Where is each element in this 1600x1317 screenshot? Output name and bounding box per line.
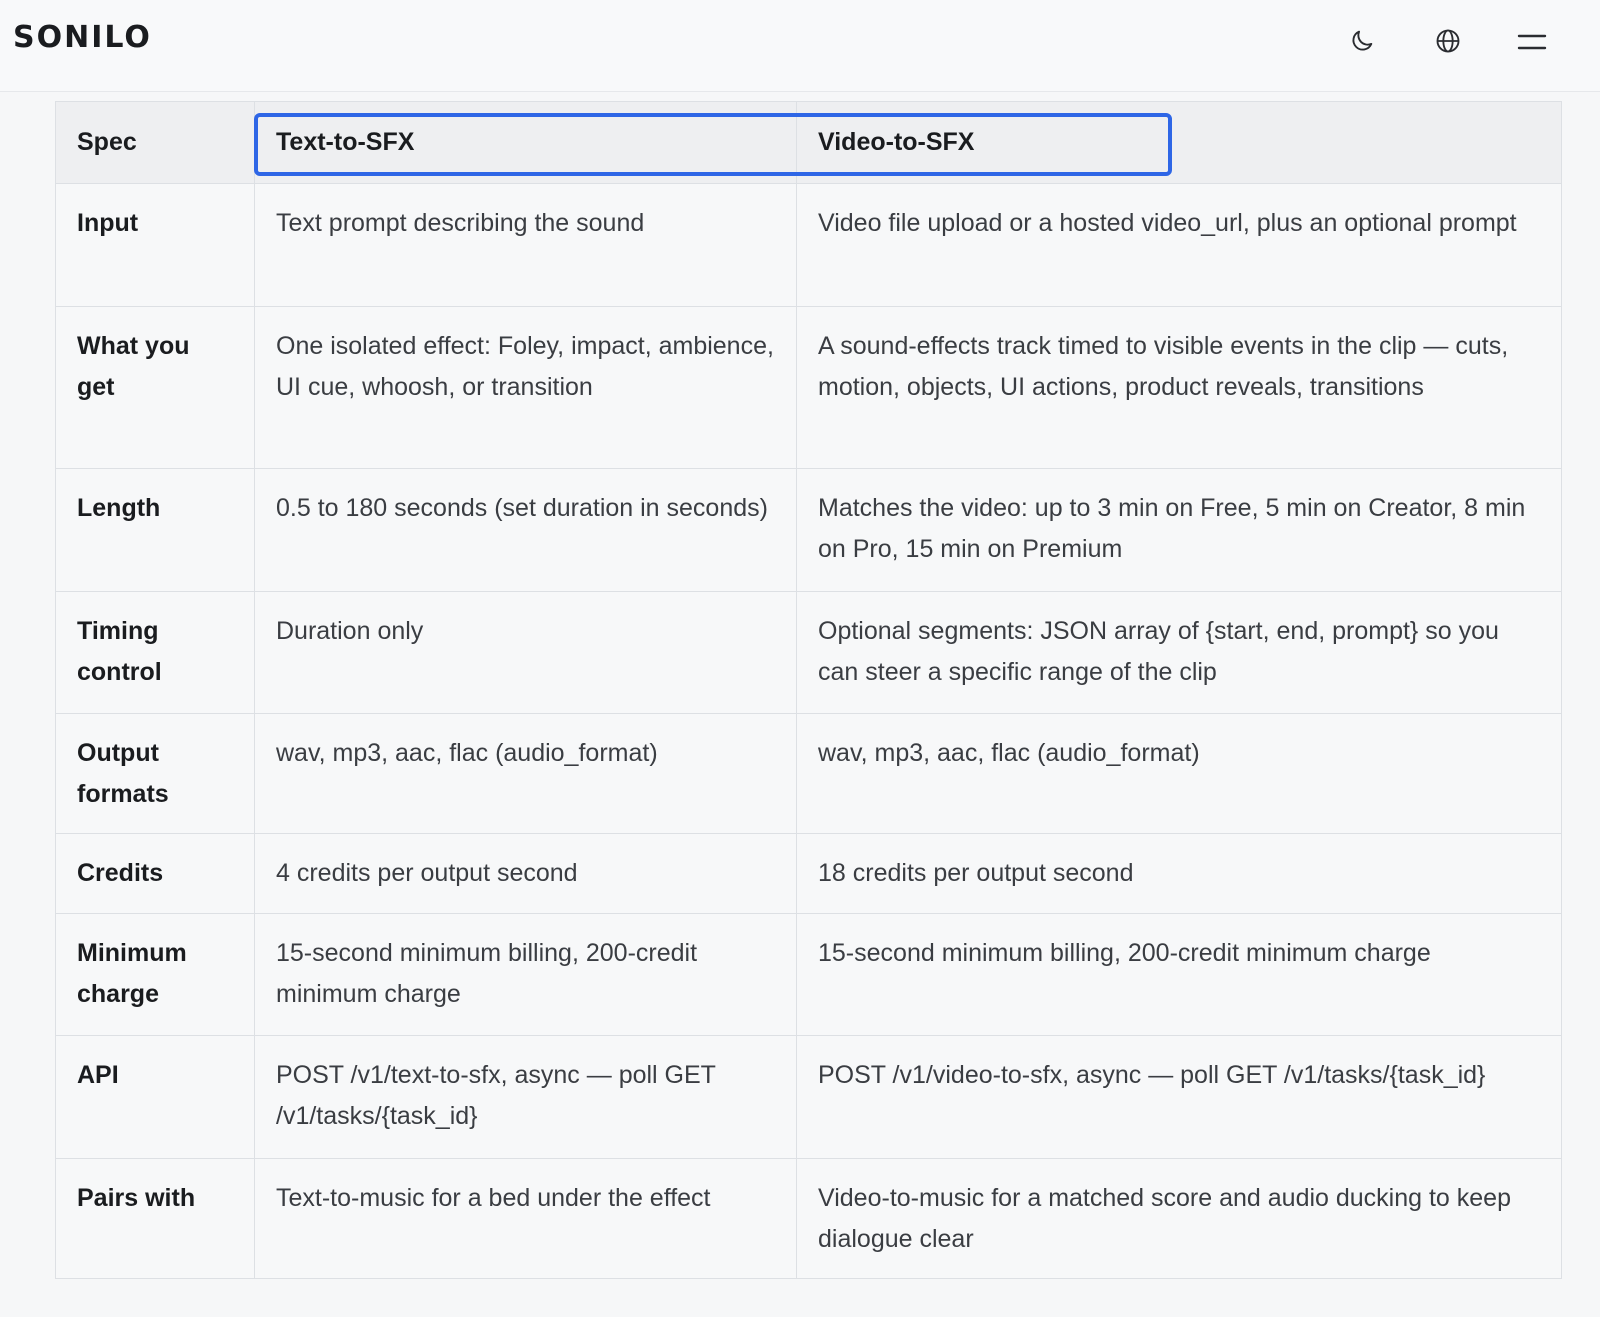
row-label: Length: [56, 469, 255, 592]
text-to-sfx-cell: Text prompt describing the sound: [255, 184, 797, 307]
table-row: [56, 1036, 1562, 1159]
text-to-sfx-cell: 4 credits per output second: [255, 834, 797, 914]
video-to-sfx-cell: wav, mp3, aac, flac (audio_format): [797, 714, 1562, 834]
row-label: What you get: [56, 307, 255, 469]
table-row: [56, 834, 1562, 914]
row-label: Credits: [56, 834, 255, 914]
video-to-sfx-cell: Video-to-music for a matched score and audio ducking to keep dialogue clear: [797, 1159, 1562, 1279]
text-to-sfx-cell: 0.5 to 180 seconds (set duration in seconds): [255, 469, 797, 592]
video-to-sfx-cell: 18 credits per output second: [797, 834, 1562, 914]
spec-comparison-table: [55, 101, 1562, 1279]
text-to-sfx-cell: wav, mp3, aac, flac (audio_format): [255, 714, 797, 834]
video-to-sfx-cell: Optional segments: JSON array of {start, end, prompt} so you can steer a specific range of the clip: [797, 592, 1562, 714]
top-navigation-bar: [0, 0, 1600, 92]
table-header-row: [56, 102, 1562, 184]
table-row: [56, 184, 1562, 307]
table-row: [56, 592, 1562, 714]
row-label: API: [56, 1036, 255, 1159]
menu-icon: [1516, 29, 1548, 53]
video-to-sfx-cell: POST /v1/video-to-sfx, async — poll GET /v1/tasks/{task_id}: [797, 1036, 1562, 1159]
row-label: Input: [56, 184, 255, 307]
column-header-spec: Spec: [56, 102, 255, 184]
text-to-sfx-cell: POST /v1/text-to-sfx, async — poll GET /v1/tasks/{task_id}: [255, 1036, 797, 1159]
table-row: [56, 469, 1562, 592]
moon-icon: [1348, 27, 1376, 55]
comparison-table-container: [55, 101, 1561, 1279]
table-row: [56, 914, 1562, 1036]
globe-icon: [1434, 27, 1462, 55]
text-to-sfx-cell: Text-to-music for a bed under the effect: [255, 1159, 797, 1279]
menu-button[interactable]: [1512, 21, 1552, 61]
video-to-sfx-cell: Video file upload or a hosted video_url, plus an optional prompt: [797, 184, 1562, 307]
row-label: Output formats: [56, 714, 255, 834]
video-to-sfx-cell: Matches the video: up to 3 min on Free, 5 min on Creator, 8 min on Pro, 15 min on Premium: [797, 469, 1562, 592]
text-to-sfx-cell: One isolated effect: Foley, impact, ambience, UI cue, whoosh, or transition: [255, 307, 797, 469]
table-row: [56, 1159, 1562, 1279]
row-label: Minimum charge: [56, 914, 255, 1036]
table-row: [56, 714, 1562, 834]
language-button[interactable]: [1428, 21, 1468, 61]
column-header-video-to-sfx: Video-to-SFX: [797, 102, 1562, 184]
theme-toggle-button[interactable]: [1342, 21, 1382, 61]
video-to-sfx-cell: 15-second minimum billing, 200-credit minimum charge: [797, 914, 1562, 1036]
column-header-text-to-sfx: Text-to-SFX: [255, 102, 797, 184]
text-to-sfx-cell: 15-second minimum billing, 200-credit minimum charge: [255, 914, 797, 1036]
sonilo-logo[interactable]: SONILO: [13, 20, 152, 55]
text-to-sfx-cell: Duration only: [255, 592, 797, 714]
row-label: Pairs with: [56, 1159, 255, 1279]
video-to-sfx-cell: A sound-effects track timed to visible events in the clip — cuts, motion, objects, UI actions, product reveals, transitions: [797, 307, 1562, 469]
row-label: Timing control: [56, 592, 255, 714]
table-row: [56, 307, 1562, 469]
